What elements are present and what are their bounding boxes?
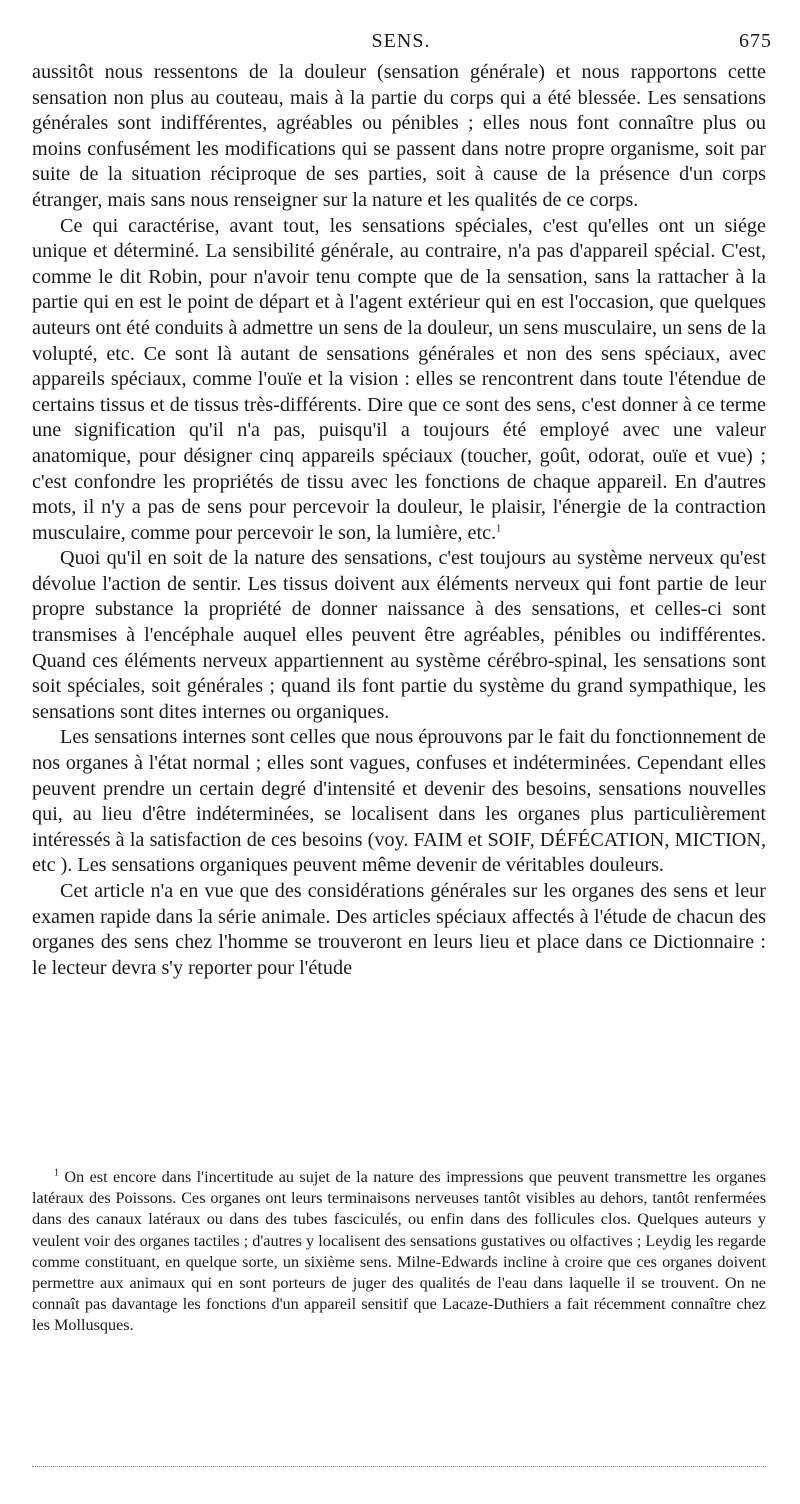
paragraph <box>32 879 766 981</box>
paragraph-text: Quoi qu'il en soit de la nature des sensations, c'est toujours au système nerveux qu'est dévolue l'action de sentir. Les tissus doivent aux éléments nerveux qui font partie de leur propre substance la propriété de donner naissance à des sensations, et celles-ci sont transmises à l'encéphale auquel elles peuvent être agréables, pénibles ou indifférentes. Quand ces éléments nerveux appartiennent au système cérébro-spinal, les sensations sont soit spéciales, soit générales ; quand ils font partie du système du grand sympathique, les sensations sont dites internes ou organiques. <box>32 547 766 723</box>
paragraph <box>32 546 766 725</box>
paragraph-text: Ce qui caractérise, avant tout, les sensations spéciales, c'est qu'elles ont un siége unique et déterminé. La sensibilité générale, au contraire, n'a pas d'appareil spécial. C'est, comme le dit Robin, pour n'avoir tenu compte que de la sensation, sans la rattacher à la partie qui en est le point de départ et à l'agent extérieur qui en est l'occasion, que quelques auteurs ont été conduits à admettre un sens de la douleur, un sens musculaire, un sens de la volupté, etc. Ce sont là autant de sensations générales et non des sens spéciaux, avec appareils spéciaux, comme l'ouïe et la vision : elles se rencontrent dans toute l'étendue de certains tissus et de tissus très-différents. Dire que ce sont des sens, c'est donner à ce terme une signification qu'il n'a pas, puisqu'il a toujours été employé avec une valeur anatomique, pour désigner cinq appareils spéciaux (toucher, goût, odorat, ouïe et vue) ; c'est confondre les propriétés de tissu avec les fonctions de chaque appareil. En d'autres mots, il n'y a pas de sens pour percevoir la douleur, le plaisir, l'énergie de la contraction musculaire, comme pour percevoir le son, la lumière, etc. <box>32 214 766 544</box>
main-text <box>32 60 766 981</box>
footnote-mark: 1 <box>54 1167 59 1179</box>
bottom-divider <box>32 1466 766 1467</box>
paragraph <box>32 725 766 879</box>
paragraph-text: aussitôt nous ressentons de la douleur (sensation générale) et nous rapportons cette sensation non plus au couteau, mais à la partie du corps qui a été blessée. Les sensations générales sont indifférentes, agréables ou pénibles ; elles nous font connaître plus ou moins confusément les modifications qui se passent dans notre propre organisme, soit par suite de la situation réciproque de ses parties, soit à cause de la présence d'un corps étranger, mais sans nous renseigner sur la nature et les qualités de ce corps. <box>32 61 766 211</box>
running-title: SENS. <box>371 30 431 52</box>
footnote-text: On est encore dans l'incertitude au sujet de la nature des impressions que peuvent transmettre les organes latéraux des Poissons. Ces organes ont leurs terminaisons nerveuses tantôt visibles au dehors, tantôt renfermées dans des canaux latéraux ou dans des tubes fasciculés, ou enfin dans des follicules clos. Quelques auteurs y veulent voir des organes tactiles ; d'autres y localisent des sensations gustatives ou olfactives ; Leydig les regarde comme constituant, en quelque sorte, un sixième sens. Milne-Edwards incline à croire que ces organes doivent permettre aux animaux qui en sont porteurs de juger des qualités de l'eau dans laquelle il se trouvent. On ne connaît pas davantage les fonctions d'un appareil sensitif que Lacaze-Duthiers a fait récemment connaître chez les Mollusques. <box>32 1168 766 1335</box>
paragraph-text: Les sensations internes sont celles que nous éprouvons par le fait du fonctionnement de nos organes à l'état normal ; elles sont vagues, confuses et indéterminées. Cependant elles peuvent prendre un certain degré d'intensité et devenir des besoins, sensations nouvelles qui, au lieu d'être indéterminées, se localisent dans les organes plus particulièrement intéressés à la satisfaction de ces besoins (voy. FAIM et SOIF, DÉFÉCATION, MICTION, etc ). Les sensations organiques peuvent même devenir de véritables douleurs. <box>32 726 766 877</box>
page-number: 675 <box>739 30 772 52</box>
paragraph-text: Cet article n'a en vue que des considérations générales sur les organes des sens et leur examen rapide dans la série animale. Des articles spéciaux affectés à l'étude de chacun des organes des sens chez l'homme se trouveront en leurs lieu et place dans ce Dictionnaire : le lecteur devra s'y reporter pour l'étude <box>32 880 766 979</box>
footnote <box>32 1167 766 1337</box>
paragraph <box>32 60 766 214</box>
footnote-block <box>32 1167 766 1337</box>
page-header <box>30 30 772 54</box>
footnote-reference: 1 <box>496 522 502 534</box>
paragraph <box>32 214 766 547</box>
